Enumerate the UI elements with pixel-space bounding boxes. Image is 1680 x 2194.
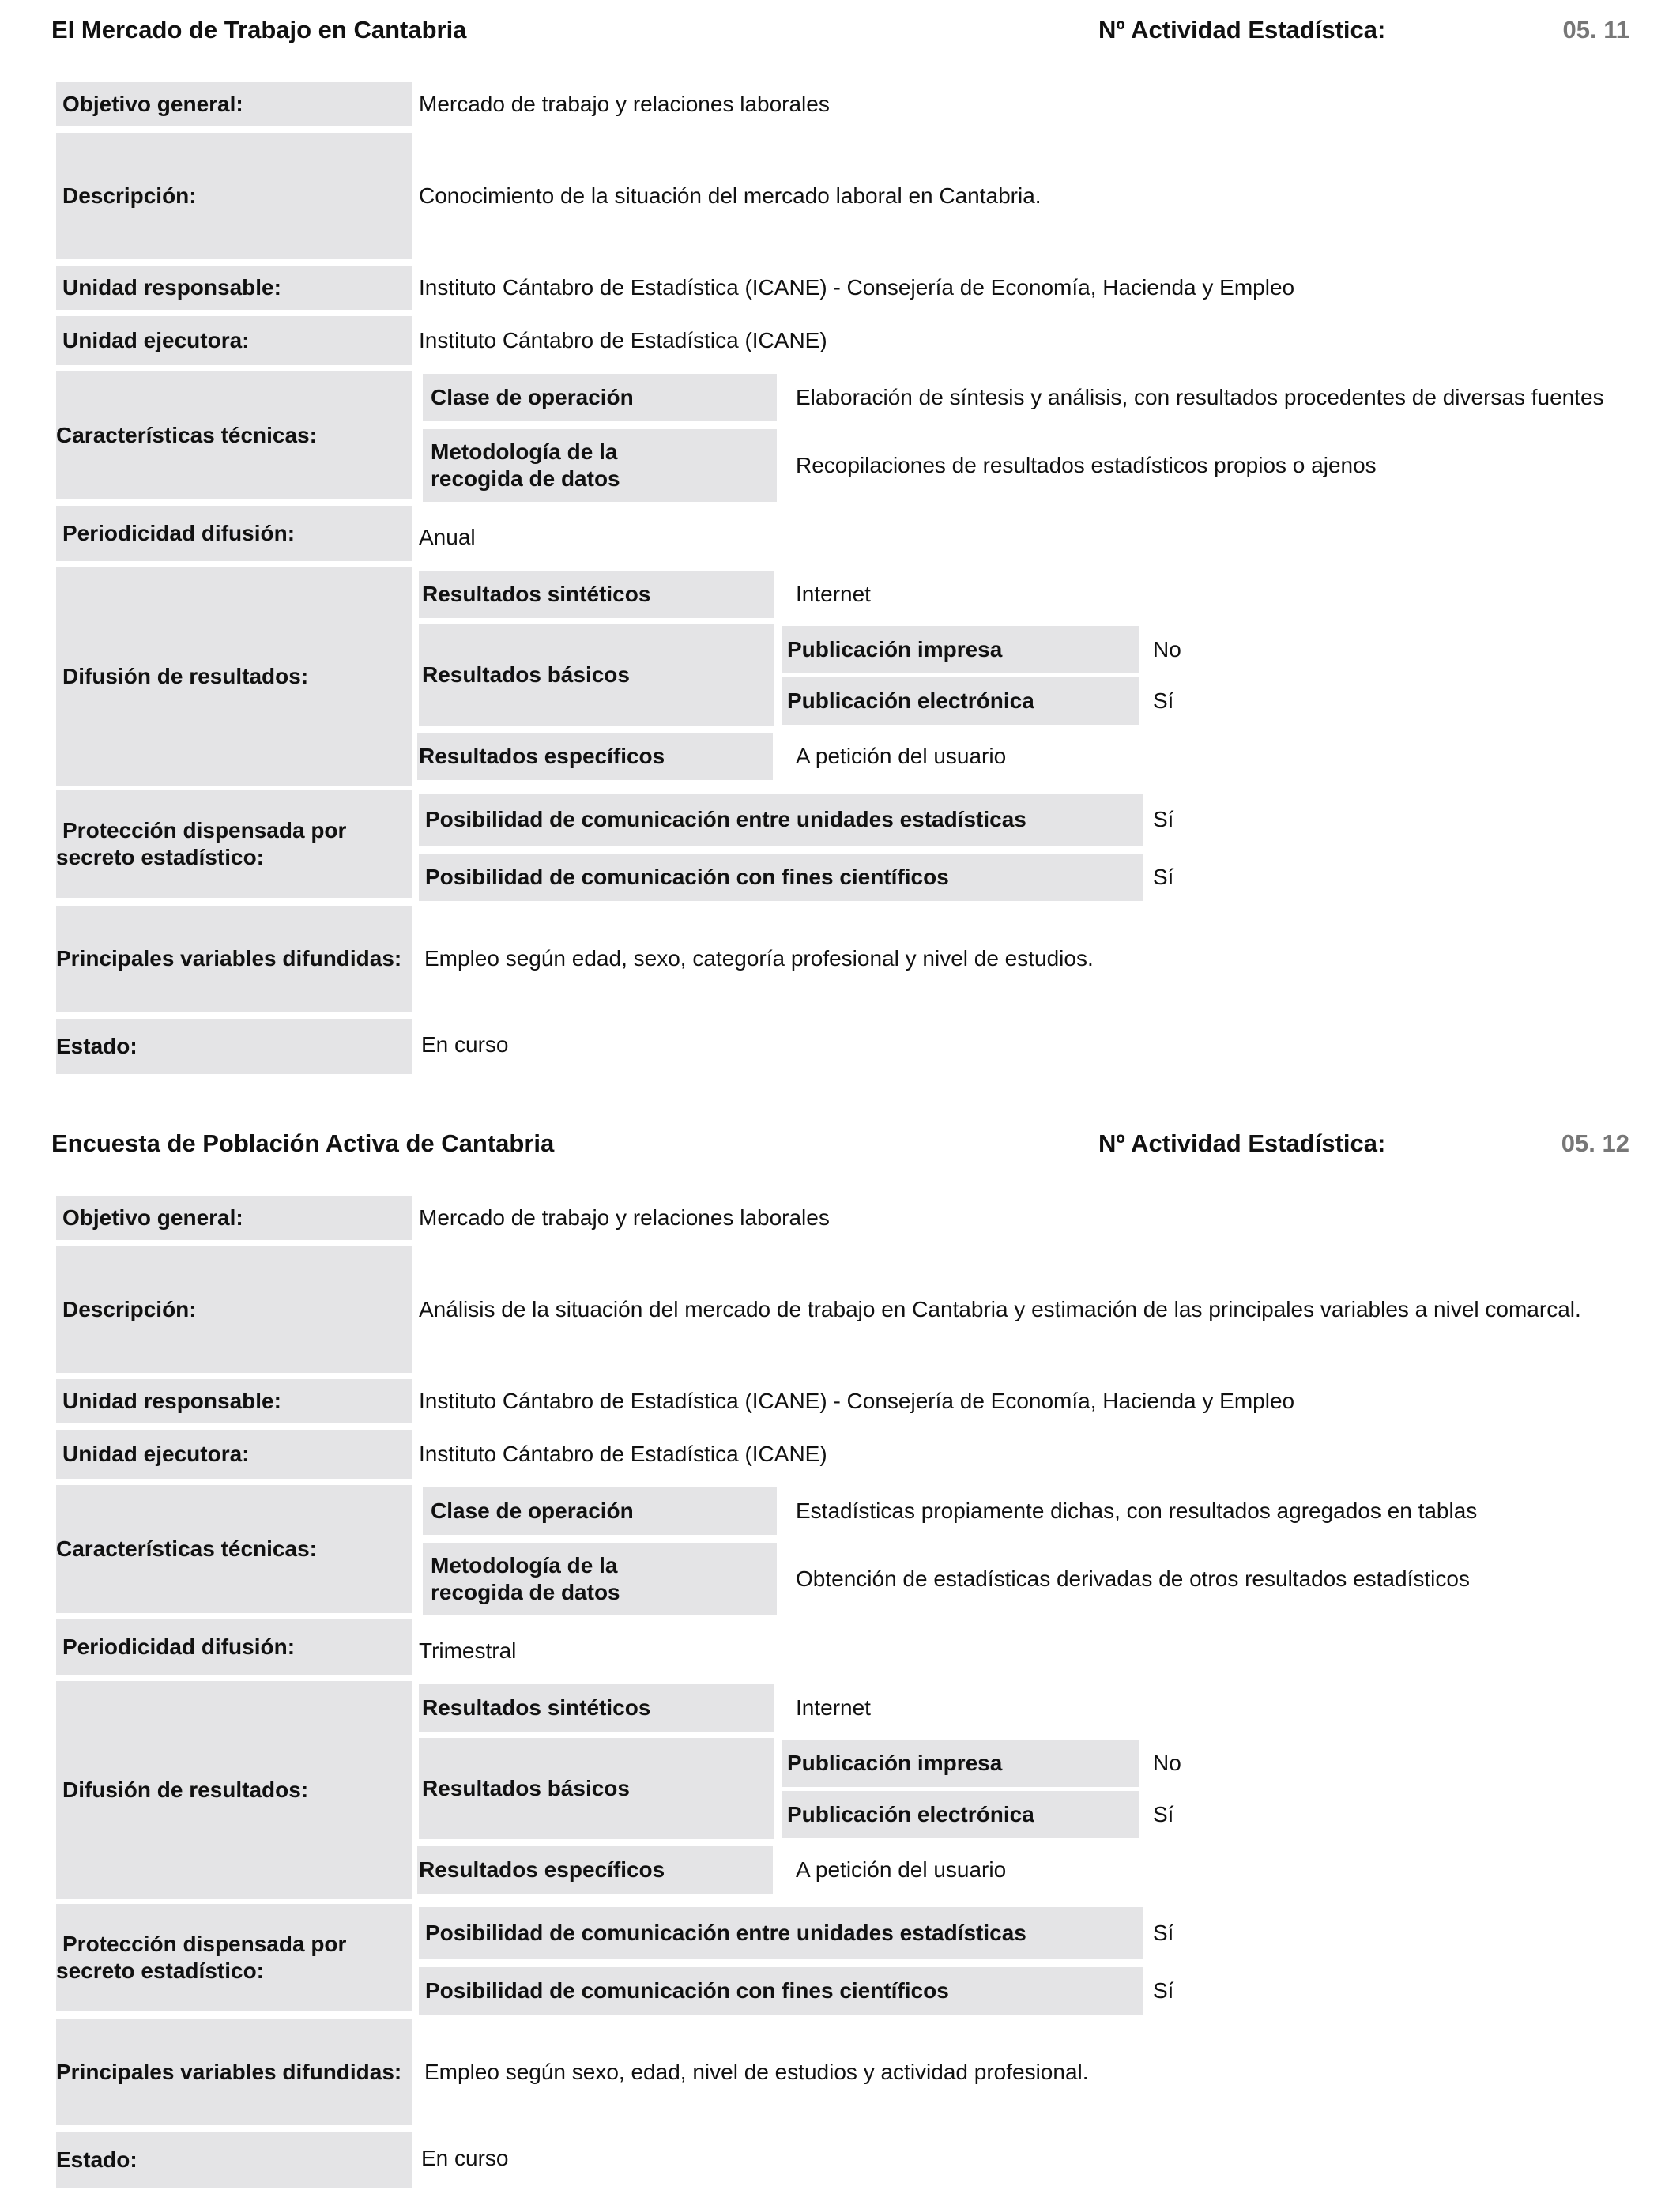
resultados-sinteticos-value: Internet: [796, 582, 871, 606]
unidad-responsable-label: Unidad responsable:: [56, 266, 412, 310]
objetivo-label: Objetivo general:: [56, 82, 412, 126]
posibilidad-cientificos-label: Posibilidad de comunicación con fines científicos: [419, 1967, 1143, 2015]
publicacion-electronica-label: Publicación electrónica: [782, 677, 1139, 725]
posibilidad-unidades-value: Sí: [1153, 1921, 1174, 1945]
resultados-basicos-label: Resultados básicos: [419, 624, 774, 726]
posibilidad-cientificos-label: Posibilidad de comunicación con fines científicos: [419, 854, 1143, 901]
clase-operacion-value: Elaboración de síntesis y análisis, con resultados procedentes de diversas fuentes: [796, 385, 1604, 409]
objetivo-label: Objetivo general:: [56, 1196, 412, 1240]
periodicidad-value: Anual: [419, 525, 476, 549]
periodicidad-label: Periodicidad difusión:: [56, 1619, 412, 1675]
objetivo-value: Mercado de trabajo y relaciones laborales: [419, 92, 830, 116]
estado-label: Estado:: [56, 1019, 412, 1074]
resultados-sinteticos-value: Internet: [796, 1695, 871, 1720]
publicacion-electronica-label: Publicación electrónica: [782, 1791, 1139, 1838]
posibilidad-unidades-label: Posibilidad de comunicación entre unidades estadísticas: [419, 1907, 1143, 1959]
resultados-sinteticos-label: Resultados sintéticos: [419, 1684, 774, 1732]
activity-number: 05. 12: [1561, 1129, 1629, 1157]
difusion-label: Difusión de resultados:: [56, 1681, 412, 1899]
variables-value: Empleo según edad, sexo, categoría profesional y nivel de estudios.: [424, 946, 1094, 971]
resultados-especificos-value: A petición del usuario: [796, 744, 1007, 768]
posibilidad-unidades-label: Posibilidad de comunicación entre unidades estadísticas: [419, 794, 1143, 846]
metodologia-label: Metodología de la recogida de datos: [423, 429, 777, 502]
proteccion-label: Protección dispensada por secreto estadístico:: [56, 790, 412, 898]
resultados-especificos-value: A petición del usuario: [796, 1857, 1007, 1882]
variables-label: Principales variables difundidas:: [56, 906, 412, 1012]
resultados-basicos-label: Resultados básicos: [419, 1738, 774, 1839]
resultados-especificos-label: Resultados específicos: [417, 1846, 773, 1894]
posibilidad-cientificos-value: Sí: [1153, 865, 1174, 889]
unidad-ejecutora-value: Instituto Cántabro de Estadística (ICANE): [419, 328, 827, 352]
activity-number-label: Nº Actividad Estadística:: [1098, 1129, 1386, 1157]
unidad-responsable-label: Unidad responsable:: [56, 1379, 412, 1423]
posibilidad-cientificos-value: Sí: [1153, 1978, 1174, 2003]
clase-operacion-value: Estadísticas propiamente dichas, con resultados agregados en tablas: [796, 1498, 1478, 1523]
activity-title: Encuesta de Población Activa de Cantabria: [51, 1129, 555, 1157]
unidad-ejecutora-value: Instituto Cántabro de Estadística (ICANE): [419, 1442, 827, 1466]
unidad-responsable-value: Instituto Cántabro de Estadística (ICANE) - Consejería de Economía, Hacienda y Empleo: [419, 1389, 1295, 1413]
clase-operacion-label: Clase de operación: [423, 1487, 777, 1535]
proteccion-label: Protección dispensada por secreto estadístico:: [56, 1904, 412, 2011]
clase-operacion-label: Clase de operación: [423, 374, 777, 421]
objetivo-value: Mercado de trabajo y relaciones laborales: [419, 1205, 830, 1230]
resultados-sinteticos-label: Resultados sintéticos: [419, 571, 774, 618]
activity-title: El Mercado de Trabajo en Cantabria: [51, 16, 467, 43]
variables-label: Principales variables difundidas:: [56, 2019, 412, 2125]
unidad-responsable-value: Instituto Cántabro de Estadística (ICANE) - Consejería de Economía, Hacienda y Empleo: [419, 275, 1295, 300]
variables-value: Empleo según sexo, edad, nivel de estudios y actividad profesional.: [424, 2060, 1089, 2084]
publicacion-impresa-label: Publicación impresa: [782, 1740, 1139, 1787]
publicacion-electronica-value: Sí: [1153, 688, 1174, 713]
periodicidad-label: Periodicidad difusión:: [56, 506, 412, 561]
estado-value: En curso: [421, 1032, 509, 1057]
activity-number: 05. 11: [1562, 16, 1629, 43]
activity-number-label: Nº Actividad Estadística:: [1098, 16, 1386, 43]
publicacion-electronica-value: Sí: [1153, 1802, 1174, 1826]
descripcion-value: Conocimiento de la situación del mercado laboral en Cantabria.: [419, 183, 1042, 208]
metodologia-label: Metodología de la recogida de datos: [423, 1543, 777, 1615]
estado-value: En curso: [421, 2146, 509, 2170]
estado-label: Estado:: [56, 2132, 412, 2188]
descripcion-value: Análisis de la situación del mercado de trabajo en Cantabria y estimación de las principales variables a nivel comarcal.: [419, 1297, 1581, 1321]
metodologia-value: Recopilaciones de resultados estadísticos propios o ajenos: [796, 453, 1377, 477]
descripcion-label: Descripción:: [56, 1246, 412, 1373]
metodologia-value: Obtención de estadísticas derivadas de otros resultados estadísticos: [796, 1566, 1470, 1591]
descripcion-label: Descripción:: [56, 133, 412, 259]
publicacion-impresa-label: Publicación impresa: [782, 626, 1139, 673]
caracteristicas-label: Características técnicas:: [56, 1485, 412, 1613]
posibilidad-unidades-value: Sí: [1153, 807, 1174, 831]
resultados-especificos-label: Resultados específicos: [417, 733, 773, 780]
caracteristicas-label: Características técnicas:: [56, 371, 412, 499]
periodicidad-value: Trimestral: [419, 1638, 517, 1663]
unidad-ejecutora-label: Unidad ejecutora:: [56, 316, 412, 365]
difusion-label: Difusión de resultados:: [56, 567, 412, 786]
unidad-ejecutora-label: Unidad ejecutora:: [56, 1430, 412, 1479]
publicacion-impresa-value: No: [1153, 637, 1181, 662]
publicacion-impresa-value: No: [1153, 1751, 1181, 1775]
